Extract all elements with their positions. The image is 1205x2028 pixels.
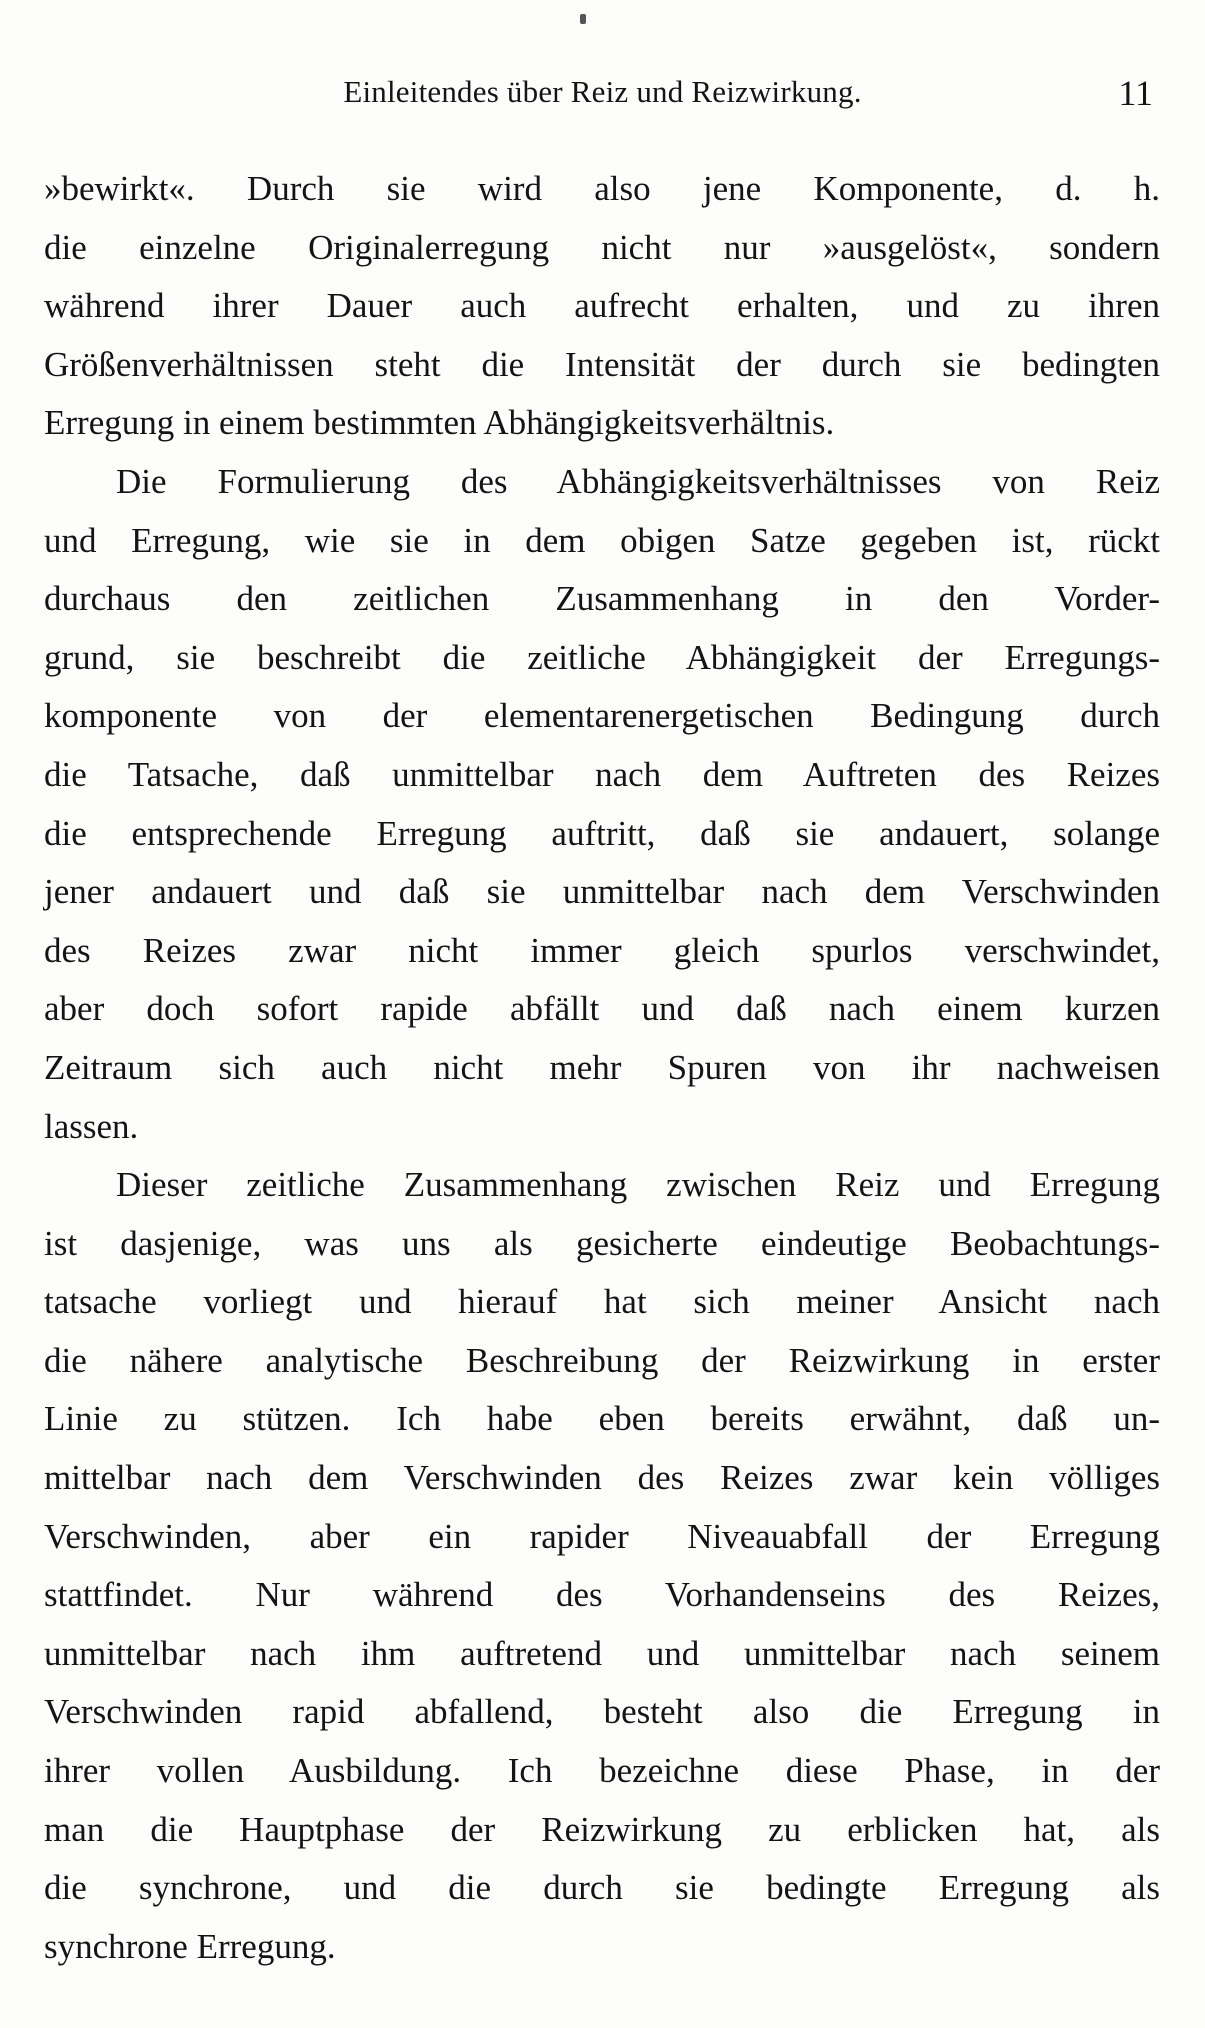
text-line: Dieser zeitliche Zusammenhang zwischen Reiz und Erregung: [116, 1165, 1160, 1205]
paragraph-2: [44, 453, 1160, 1156]
text-line: Erregung in einem bestimmten Abhängigkeitsverhältnis.: [44, 403, 835, 443]
text-line: tatsache vorliegt und hierauf hat sich meiner Ansicht nach: [44, 1282, 1160, 1322]
page-number: 11: [1118, 73, 1153, 113]
text-line: des Reizes zwar nicht immer gleich spurlos verschwindet,: [44, 930, 1160, 970]
paragraph-1: [44, 160, 1160, 453]
text-line: man die Hauptphase der Reizwirkung zu erblicken hat, als: [44, 1809, 1160, 1849]
text-line: stattfindet. Nur während des Vorhandenseins des Reizes,: [44, 1575, 1160, 1615]
text-line: und Erregung, wie sie in dem obigen Satze gegeben ist, rückt: [44, 520, 1160, 560]
text-line: synchrone Erregung.: [44, 1926, 336, 1966]
header-title: Einleitendes über Reiz und Reizwirkung.: [343, 74, 862, 109]
text-line: die Tatsache, daß unmittelbar nach dem Auftreten des Reizes: [44, 754, 1160, 794]
text-line: Größenverhältnissen steht die Intensität der durch sie bedingten: [44, 344, 1160, 384]
paragraph-3: [44, 1156, 1160, 1976]
text-line: Die Formulierung des Abhängigkeitsverhältnisses von Reiz: [116, 461, 1160, 501]
text-line: Verschwinden rapid abfallend, besteht also die Erregung in: [44, 1692, 1160, 1732]
text-line: die einzelne Originalerregung nicht nur »ausgelöst«, sondern: [44, 227, 1160, 267]
text-line: lassen.: [44, 1106, 139, 1146]
text-line: grund, sie beschreibt die zeitliche Abhängigkeit der Erregungs-: [44, 637, 1160, 677]
text-line: aber doch sofort rapide abfällt und daß nach einem kurzen: [44, 989, 1160, 1029]
text-line: Verschwinden, aber ein rapider Niveauabfall der Erregung: [44, 1516, 1160, 1556]
text-line: die synchrone, und die durch sie bedingte Erregung als: [44, 1868, 1160, 1908]
text-line: die entsprechende Erregung auftritt, daß sie andauert, solange: [44, 813, 1160, 853]
text-line: ist dasjenige, was uns als gesicherte eindeutige Beobachtungs-: [44, 1223, 1160, 1263]
running-header: [44, 74, 1161, 120]
text-line: ihrer vollen Ausbildung. Ich bezeichne diese Phase, in der: [44, 1751, 1160, 1791]
text-line: mittelbar nach dem Verschwinden des Reizes zwar kein völliges: [44, 1458, 1160, 1498]
text-line: durchaus den zeitlichen Zusammenhang in den Vorder-: [44, 579, 1160, 619]
text-line: während ihrer Dauer auch aufrecht erhalten, und zu ihren: [44, 286, 1160, 326]
text-line: Linie zu stützen. Ich habe eben bereits erwähnt, daß un-: [44, 1399, 1160, 1439]
text-line: jener andauert und daß sie unmittelbar nach dem Verschwinden: [44, 872, 1160, 912]
text-line: Zeitraum sich auch nicht mehr Spuren von ihr nachweisen: [44, 1047, 1160, 1087]
body-text: [44, 160, 1160, 1976]
text-line: die nähere analytische Beschreibung der Reizwirkung in erster: [44, 1340, 1160, 1380]
text-line: unmittelbar nach ihm auftretend und unmittelbar nach seinem: [44, 1633, 1160, 1673]
text-line: komponente von der elementarenergetischen Bedingung durch: [44, 696, 1160, 736]
print-speck: [580, 14, 586, 24]
text-line: »bewirkt«. Durch sie wird also jene Komponente, d. h.: [44, 169, 1160, 208]
